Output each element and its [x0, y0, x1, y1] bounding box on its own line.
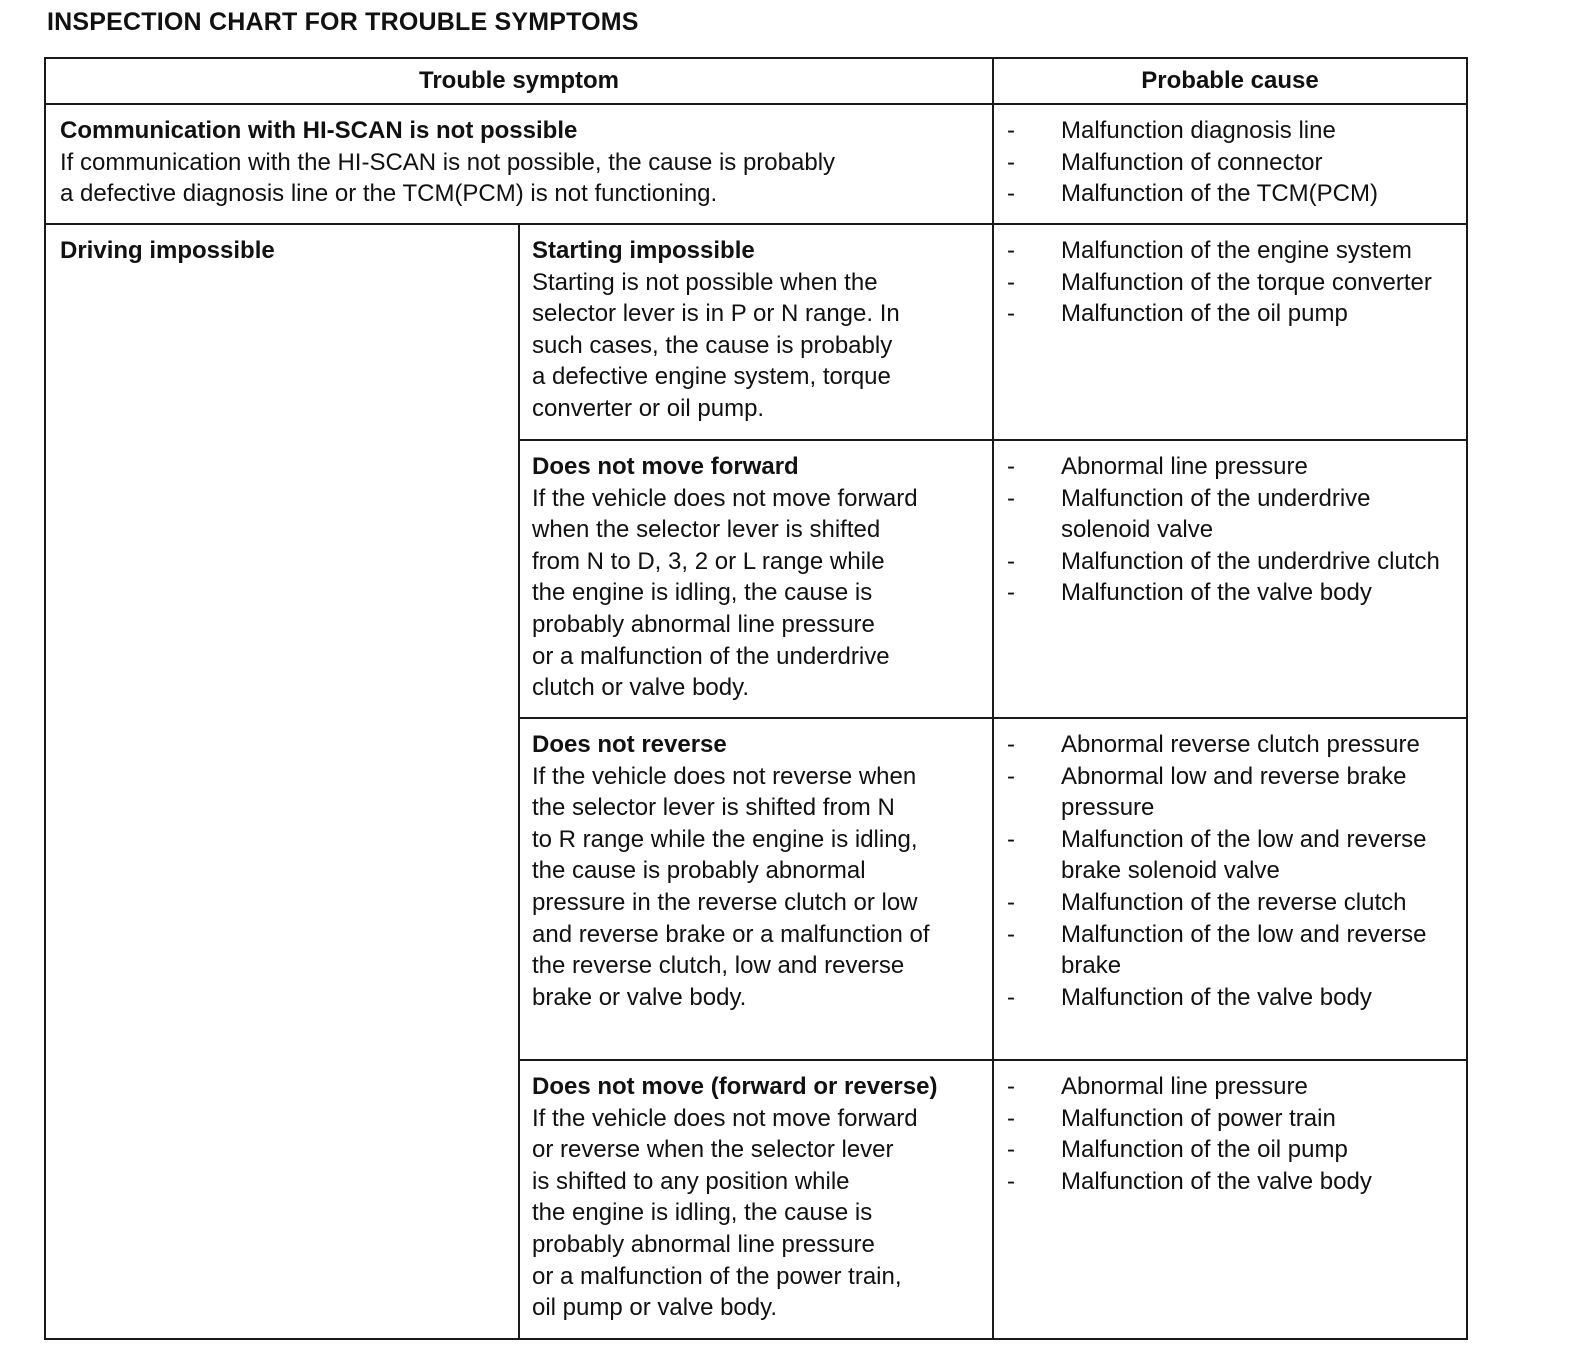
- bullet-dash: -: [1007, 117, 1015, 144]
- cause-item: - Malfunction of the torque converter: [1007, 267, 1459, 299]
- inspection-chart-table: [44, 57, 1468, 1340]
- symptom-cell-communication: [45, 104, 993, 224]
- cause-list: [995, 720, 1465, 1015]
- subsymptom-cell-does-not-reverse: [519, 718, 993, 1060]
- bullet-dash: -: [1007, 1104, 1015, 1132]
- cause-list: [995, 226, 1465, 332]
- bullet-dash: -: [1007, 762, 1015, 790]
- cause-item: - Malfunction of the valve body: [1007, 577, 1459, 609]
- table-header-row: [45, 58, 1467, 104]
- table-row-communication: [45, 104, 1467, 224]
- subsymptom-cell-does-not-move: [519, 1060, 993, 1339]
- subsymptom-description: If the vehicle does not reverse when the selector lever is shifted from N to R range while the engine is idling, the cause is probably abnormal pressure in the reverse clutch or low and reverse brake or a malfunction of the reverse clutch, low and reverse brake or valve body.: [532, 762, 930, 1011]
- cause-item: - Malfunction of the TCM(PCM): [1007, 178, 1459, 210]
- bullet-dash: -: [1007, 453, 1015, 480]
- cause-item: - Malfunction of the low and reverse brake: [1007, 920, 1427, 980]
- subsymptom-title: Does not reverse: [532, 731, 727, 758]
- subsymptom-cell-does-not-move-forward: [519, 440, 993, 718]
- cause-cell-does-not-reverse: [993, 718, 1467, 1060]
- symptom-title: Driving impossible: [60, 237, 275, 264]
- subsymptom-description: Starting is not possible when the selector lever is in P or N range. In such cases, the cause is probably a defective engine system, torque converter or oil pump.: [532, 268, 900, 422]
- bullet-dash: -: [1007, 983, 1015, 1011]
- bullet-dash: -: [1007, 1167, 1015, 1195]
- cause-item: - Malfunction of power train: [1007, 1103, 1459, 1135]
- cause-cell-communication: [993, 104, 1467, 224]
- cause-item: - Malfunction of the valve body: [1007, 982, 1459, 1014]
- cause-item: - Malfunction of the engine system: [1007, 235, 1459, 267]
- bullet-dash: -: [1007, 484, 1015, 512]
- bullet-dash: -: [1007, 888, 1015, 916]
- cause-item: - Abnormal line pressure: [1007, 1071, 1459, 1103]
- symptom-cell-driving-impossible: [45, 224, 519, 1339]
- header-probable-cause: Probable cause: [993, 58, 1467, 104]
- bullet-dash: -: [1007, 180, 1015, 208]
- cause-item: - Malfunction of the oil pump: [1007, 298, 1459, 330]
- cause-item: - Malfunction of the underdrive solenoid valve: [1007, 484, 1371, 544]
- cause-item: - Malfunction of the reverse clutch: [1007, 887, 1459, 919]
- bullet-dash: -: [1007, 731, 1015, 758]
- cause-item: - Abnormal reverse clutch pressure: [1007, 729, 1459, 761]
- bullet-dash: -: [1007, 825, 1015, 853]
- bullet-dash: -: [1007, 268, 1015, 296]
- subsymptom-description: If the vehicle does not move forward when the selector lever is shifted from N to D, 3, 2 or L range while the engine is idling, the cause is probably abnormal line pressure or a malfunction of the underdrive clutch or valve body.: [532, 484, 918, 702]
- subsymptom-title: Starting impossible: [532, 237, 755, 264]
- subsymptom-title: Does not move (forward or reverse): [532, 1073, 938, 1100]
- cause-item: - Malfunction of the underdrive clutch: [1007, 546, 1459, 578]
- cause-list: [995, 106, 1465, 212]
- cause-cell-starting-impossible: [993, 224, 1467, 440]
- subsymptom-title: Does not move forward: [532, 453, 799, 480]
- cause-item: - Abnormal line pressure: [1007, 451, 1459, 483]
- subsymptom-cell-starting-impossible: [519, 224, 993, 440]
- cause-item: - Malfunction of connector: [1007, 147, 1459, 179]
- bullet-dash: -: [1007, 300, 1015, 328]
- cause-item: - Malfunction of the oil pump: [1007, 1134, 1459, 1166]
- cause-list: [995, 442, 1465, 611]
- symptom-description: If communication with the HI-SCAN is not possible, the cause is probably a defective diagnosis line or the TCM(PCM) is not functioning.: [60, 148, 836, 208]
- cause-cell-does-not-move: [993, 1060, 1467, 1339]
- cause-item: - Malfunction of the low and reverse brake solenoid valve: [1007, 825, 1427, 885]
- bullet-dash: -: [1007, 920, 1015, 948]
- cause-list: [995, 1062, 1465, 1199]
- bullet-dash: -: [1007, 1136, 1015, 1164]
- cause-item: - Abnormal low and reverse brake pressure: [1007, 762, 1407, 822]
- header-trouble-symptom: Trouble symptom: [45, 58, 993, 104]
- bullet-dash: -: [1007, 547, 1015, 575]
- symptom-title: Communication with HI-SCAN is not possible: [60, 117, 578, 144]
- subsymptom-description: If the vehicle does not move forward or reverse when the selector lever is shifted to any position while the engine is idling, the cause is probably abnormal line pressure or a malfunction of the power train, oil pump or valve body.: [532, 1104, 918, 1322]
- table-row-starting-impossible: [45, 224, 1467, 440]
- bullet-dash: -: [1007, 1073, 1015, 1100]
- page-title: INSPECTION CHART FOR TROUBLE SYMPTOMS: [47, 8, 639, 36]
- cause-cell-does-not-move-forward: [993, 440, 1467, 718]
- bullet-dash: -: [1007, 579, 1015, 607]
- cause-item: - Malfunction of the valve body: [1007, 1166, 1459, 1198]
- cause-item: - Malfunction diagnosis line: [1007, 115, 1459, 147]
- bullet-dash: -: [1007, 237, 1015, 264]
- bullet-dash: -: [1007, 148, 1015, 176]
